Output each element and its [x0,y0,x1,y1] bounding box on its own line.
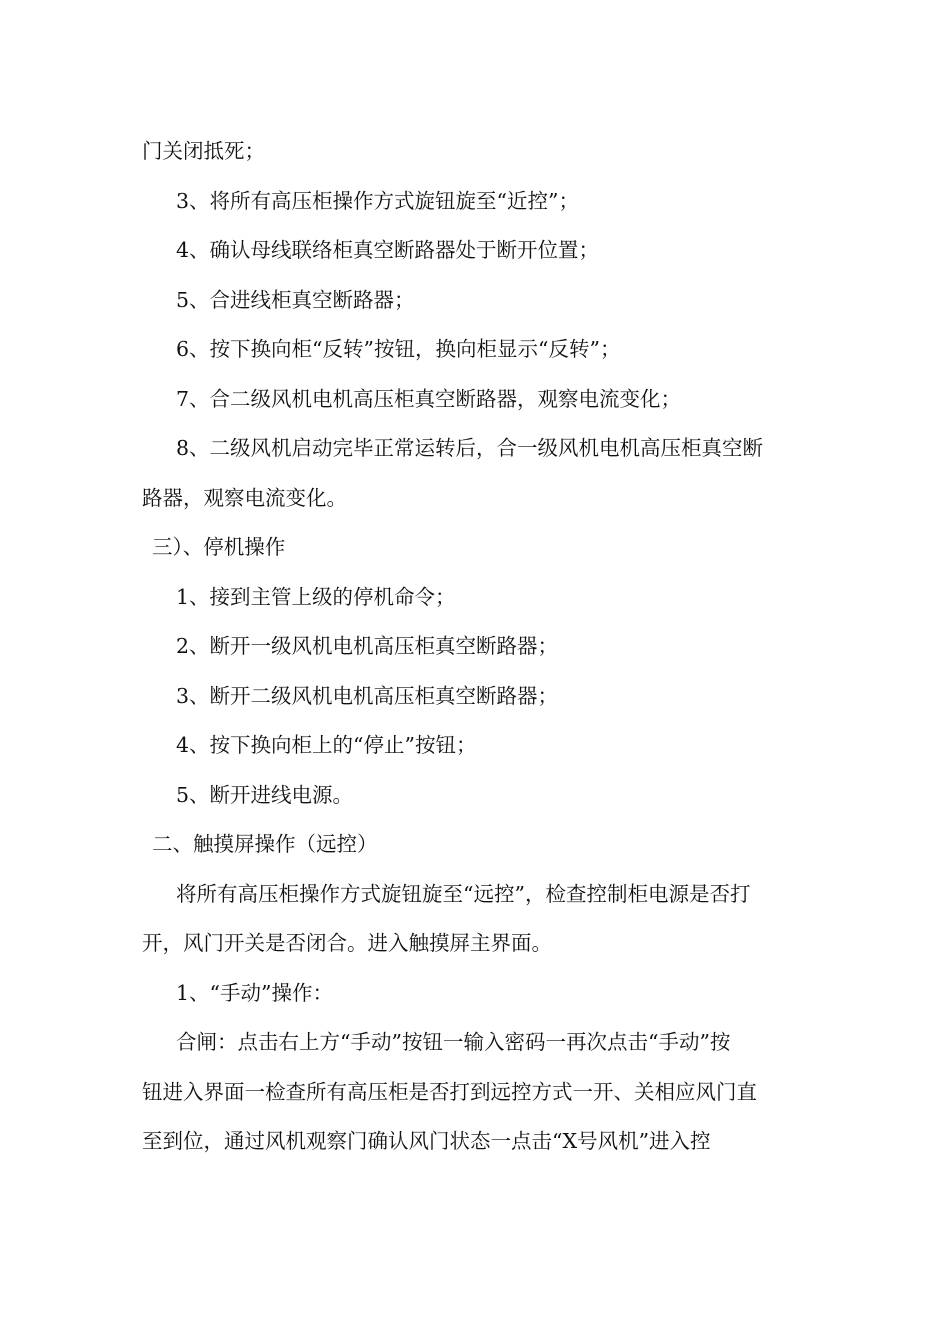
paragraph-line: 合闸：点击右上方“手动”按钮一输入密码一再次点击“手动”按 [176,1030,731,1054]
step-line: 4、按下换向柜上的“停止”按钮； [176,733,477,757]
step-line: 1、接到主管上级的停机命令； [176,584,456,609]
document-body [142,127,832,1167]
step-line: 3、断开二级风机电机高压柜真空断路器； [176,683,559,708]
step-line: 5、断开进线电源。 [176,782,354,807]
paragraph-line: 路器，观察电流变化。 [142,485,347,510]
step-line: 6、按下换向柜“反转”按钮，换向柜显示“反转”； [176,337,621,361]
step-line: 7、合二级风机电机高压柜真空断路器，观察电流变化； [176,386,682,411]
paragraph-line: 将所有高压柜操作方式旋钮旋至“远控”，检查控制柜电源是否打 [176,881,751,906]
step-line: 1、“手动”操作： [176,980,334,1005]
paragraph-line: 至到位，通过风机观察门确认风门状态一点击“X号风机”进入控 [142,1129,711,1153]
step-line: 3、将所有高压柜操作方式旋钮旋至“近控”； [176,188,580,213]
paragraph-line: 钮进入界面一检查所有高压柜是否打到远控方式一开、关相应风门直 [142,1079,757,1104]
paragraph-line: 开，风门开关是否闭合。进入触摸屏主界面。 [142,931,552,955]
step-line: 2、断开一级风机电机高压柜真空断路器； [176,634,559,658]
section-heading: 三）、停机操作 [152,535,286,559]
section-heading: 二、触摸屏操作（远控） [152,832,378,856]
paragraph-line: 门关闭抵死； [142,139,265,163]
step-line: 5、合进线柜真空断路器； [176,287,415,312]
step-line: 4、确认母线联络柜真空断路器处于断开位置； [176,238,600,262]
step-line: 8、二级风机启动完毕正常运转后，合一级风机电机高压柜真空断 [176,436,764,460]
